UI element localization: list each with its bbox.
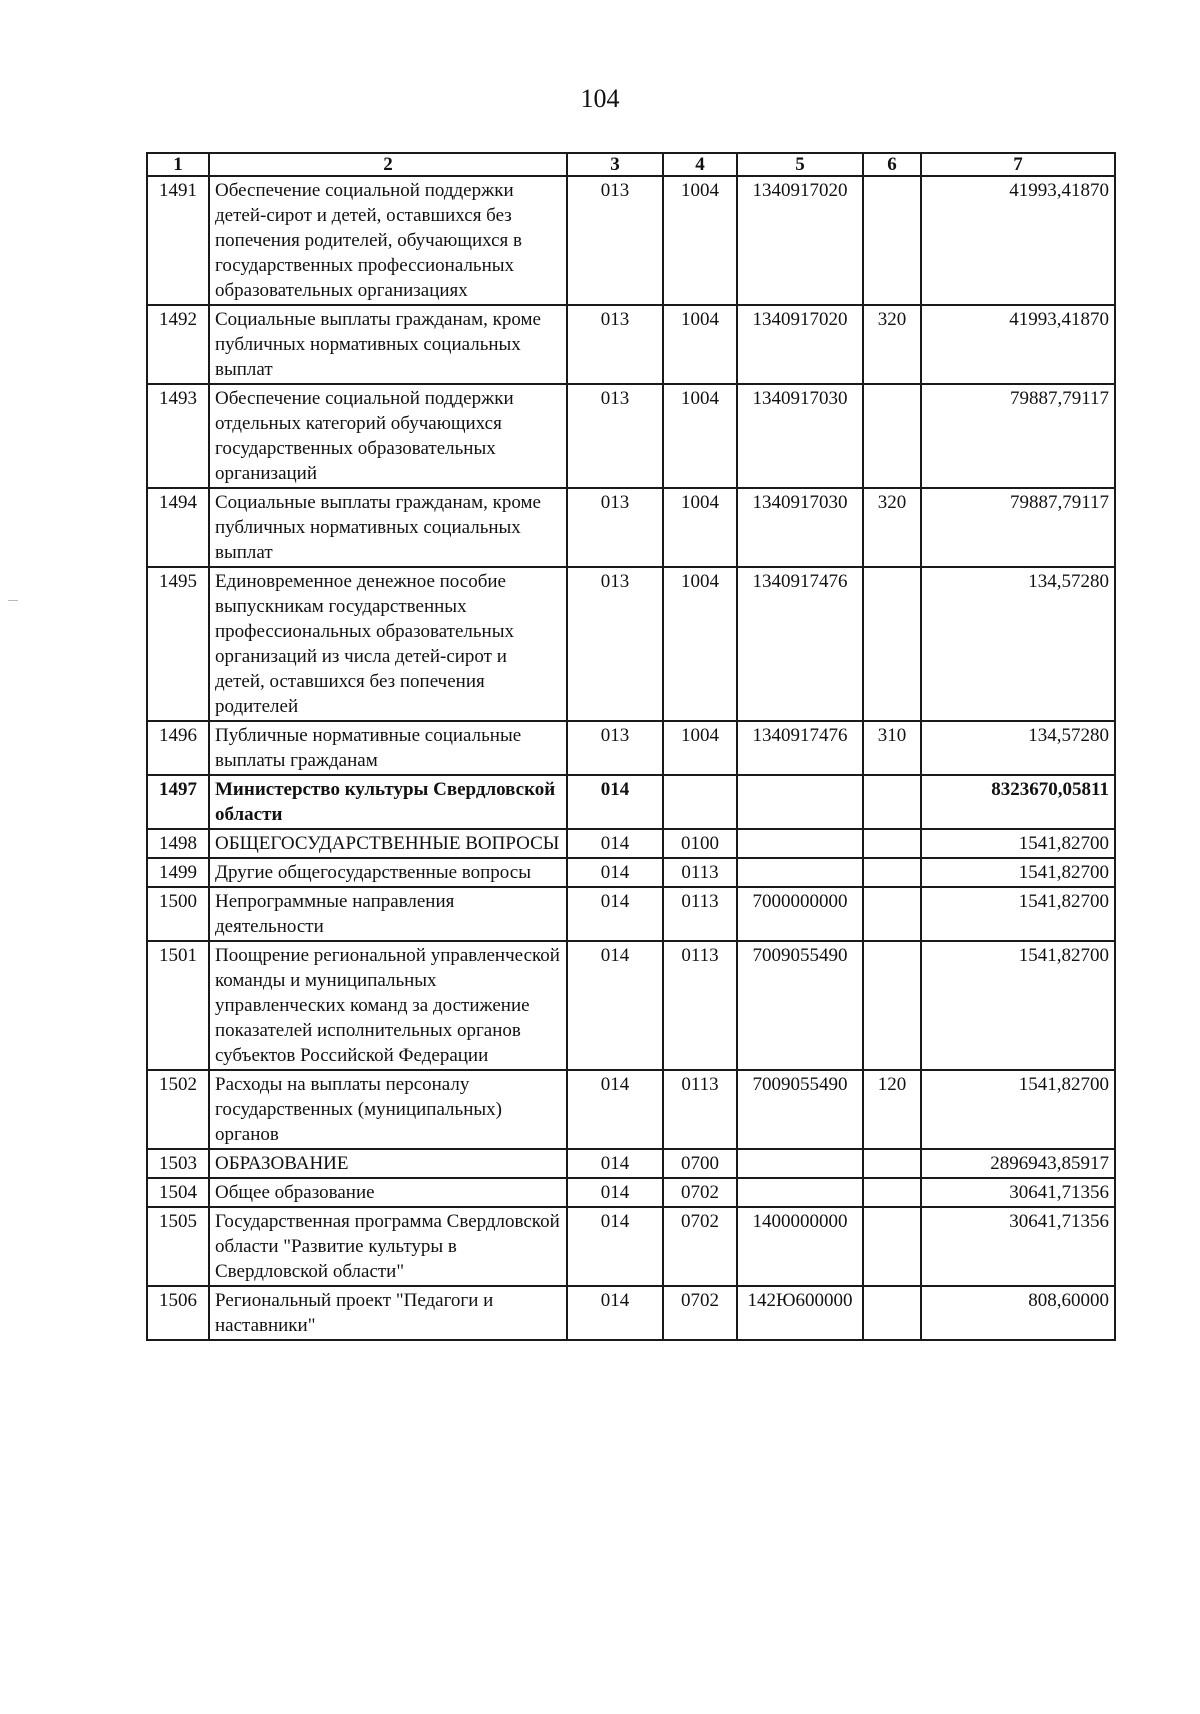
section-code-cell: 0700 bbox=[663, 1149, 737, 1178]
item-name-cell: Министерство культуры Свердловской области bbox=[209, 775, 567, 829]
item-name-cell: Государственная программа Свердловской области "Развитие культуры в Свердловской области" bbox=[209, 1207, 567, 1286]
ministry-code-cell: 013 bbox=[567, 721, 663, 775]
row-number-cell: 1493 bbox=[147, 384, 209, 488]
target-article-cell: 1340917030 bbox=[737, 488, 863, 567]
item-name-cell: Обеспечение социальной поддержки детей-сирот и детей, оставшихся без попечения родителей, обучающихся в государственных профессиональных образовательных организациях bbox=[209, 176, 567, 305]
target-article-cell: 1340917030 bbox=[737, 384, 863, 488]
row-number-cell: 1494 bbox=[147, 488, 209, 567]
amount-cell: 808,60000 bbox=[921, 1286, 1115, 1340]
table-row bbox=[147, 1178, 1115, 1207]
row-number-cell: 1492 bbox=[147, 305, 209, 384]
item-name-cell: ОБЩЕГОСУДАРСТВЕННЫЕ ВОПРОСЫ bbox=[209, 829, 567, 858]
amount-cell: 1541,82700 bbox=[921, 858, 1115, 887]
table-row bbox=[147, 305, 1115, 384]
expense-type-cell bbox=[863, 887, 921, 941]
ministry-code-cell: 014 bbox=[567, 1178, 663, 1207]
table-row bbox=[147, 1070, 1115, 1149]
row-number-cell: 1497 bbox=[147, 775, 209, 829]
table-row bbox=[147, 1207, 1115, 1286]
amount-cell: 1541,82700 bbox=[921, 829, 1115, 858]
target-article-cell bbox=[737, 1178, 863, 1207]
section-code-cell: 1004 bbox=[663, 176, 737, 305]
header-cell: 2 bbox=[209, 153, 567, 176]
section-code-cell: 0113 bbox=[663, 887, 737, 941]
target-article-cell: 1340917020 bbox=[737, 176, 863, 305]
row-number-cell: 1500 bbox=[147, 887, 209, 941]
item-name-cell: Поощрение региональной управленческой команды и муниципальных управленческих команд за достижение показателей исполнительных органов субъектов Российской Федерации bbox=[209, 941, 567, 1070]
table-row bbox=[147, 721, 1115, 775]
expense-type-cell bbox=[863, 1207, 921, 1286]
target-article-cell: 1400000000 bbox=[737, 1207, 863, 1286]
table-row bbox=[147, 1286, 1115, 1340]
target-article-cell: 7009055490 bbox=[737, 941, 863, 1070]
row-number-cell: 1505 bbox=[147, 1207, 209, 1286]
section-code-cell: 1004 bbox=[663, 567, 737, 721]
expense-type-cell bbox=[863, 1149, 921, 1178]
page-number: 104 bbox=[580, 84, 620, 113]
table-row bbox=[147, 941, 1115, 1070]
expense-type-cell bbox=[863, 941, 921, 1070]
amount-cell: 30641,71356 bbox=[921, 1178, 1115, 1207]
row-number-cell: 1499 bbox=[147, 858, 209, 887]
ministry-code-cell: 014 bbox=[567, 887, 663, 941]
ministry-code-cell: 014 bbox=[567, 1207, 663, 1286]
amount-cell: 1541,82700 bbox=[921, 1070, 1115, 1149]
header-cell: 1 bbox=[147, 153, 209, 176]
expense-type-cell: 320 bbox=[863, 305, 921, 384]
target-article-cell: 7000000000 bbox=[737, 887, 863, 941]
expense-type-cell bbox=[863, 384, 921, 488]
row-number-cell: 1506 bbox=[147, 1286, 209, 1340]
amount-cell: 1541,82700 bbox=[921, 887, 1115, 941]
ministry-code-cell: 014 bbox=[567, 858, 663, 887]
item-name-cell: Непрограммные направления деятельности bbox=[209, 887, 567, 941]
target-article-cell: 7009055490 bbox=[737, 1070, 863, 1149]
expense-type-cell bbox=[863, 1286, 921, 1340]
amount-cell: 8323670,05811 bbox=[921, 775, 1115, 829]
amount-cell: 30641,71356 bbox=[921, 1207, 1115, 1286]
expense-type-cell bbox=[863, 829, 921, 858]
header-cell: 7 bbox=[921, 153, 1115, 176]
row-number-cell: 1498 bbox=[147, 829, 209, 858]
item-name-cell: Единовременное денежное пособие выпускникам государственных профессиональных образовательных организаций из числа детей-сирот и детей, оставшихся без попечения родителей bbox=[209, 567, 567, 721]
amount-cell: 79887,79117 bbox=[921, 384, 1115, 488]
amount-cell: 2896943,85917 bbox=[921, 1149, 1115, 1178]
expense-type-cell bbox=[863, 775, 921, 829]
budget-table bbox=[146, 152, 1116, 1341]
ministry-code-cell: 014 bbox=[567, 829, 663, 858]
section-code-cell: 0702 bbox=[663, 1207, 737, 1286]
table-row bbox=[147, 384, 1115, 488]
section-code-cell: 1004 bbox=[663, 721, 737, 775]
expense-type-cell bbox=[863, 567, 921, 721]
expense-type-cell bbox=[863, 176, 921, 305]
ministry-code-cell: 013 bbox=[567, 567, 663, 721]
row-number-cell: 1496 bbox=[147, 721, 209, 775]
ministry-code-cell: 013 bbox=[567, 488, 663, 567]
amount-cell: 134,57280 bbox=[921, 721, 1115, 775]
section-code-cell: 0113 bbox=[663, 858, 737, 887]
expense-type-cell bbox=[863, 858, 921, 887]
target-article-cell bbox=[737, 858, 863, 887]
expense-type-cell: 120 bbox=[863, 1070, 921, 1149]
table-row bbox=[147, 887, 1115, 941]
section-code-cell: 1004 bbox=[663, 384, 737, 488]
ministry-code-cell: 013 bbox=[567, 384, 663, 488]
table-body bbox=[147, 176, 1115, 1340]
section-code-cell: 0113 bbox=[663, 1070, 737, 1149]
ministry-code-cell: 013 bbox=[567, 305, 663, 384]
header-cell: 3 bbox=[567, 153, 663, 176]
item-name-cell: Социальные выплаты гражданам, кроме публичных нормативных социальных выплат bbox=[209, 305, 567, 384]
section-code-cell: 0702 bbox=[663, 1286, 737, 1340]
table-row bbox=[147, 176, 1115, 305]
table-row bbox=[147, 775, 1115, 829]
scan-artifact bbox=[8, 600, 18, 601]
target-article-cell: 1340917476 bbox=[737, 721, 863, 775]
item-name-cell: ОБРАЗОВАНИЕ bbox=[209, 1149, 567, 1178]
section-code-cell: 1004 bbox=[663, 305, 737, 384]
amount-cell: 41993,41870 bbox=[921, 305, 1115, 384]
table-row bbox=[147, 567, 1115, 721]
row-number-cell: 1503 bbox=[147, 1149, 209, 1178]
section-code-cell: 1004 bbox=[663, 488, 737, 567]
target-article-cell bbox=[737, 1149, 863, 1178]
header-cell: 5 bbox=[737, 153, 863, 176]
ministry-code-cell: 014 bbox=[567, 775, 663, 829]
ministry-code-cell: 014 bbox=[567, 1149, 663, 1178]
amount-cell: 134,57280 bbox=[921, 567, 1115, 721]
ministry-code-cell: 014 bbox=[567, 1286, 663, 1340]
item-name-cell: Другие общегосударственные вопросы bbox=[209, 858, 567, 887]
target-article-cell: 1340917020 bbox=[737, 305, 863, 384]
expense-type-cell: 320 bbox=[863, 488, 921, 567]
section-code-cell: 0100 bbox=[663, 829, 737, 858]
section-code-cell: 0702 bbox=[663, 1178, 737, 1207]
row-number-cell: 1502 bbox=[147, 1070, 209, 1149]
table-row bbox=[147, 1149, 1115, 1178]
row-number-cell: 1504 bbox=[147, 1178, 209, 1207]
section-code-cell bbox=[663, 775, 737, 829]
section-code-cell: 0113 bbox=[663, 941, 737, 1070]
expense-type-cell: 310 bbox=[863, 721, 921, 775]
table-row bbox=[147, 858, 1115, 887]
ministry-code-cell: 014 bbox=[567, 941, 663, 1070]
amount-cell: 41993,41870 bbox=[921, 176, 1115, 305]
item-name-cell: Обеспечение социальной поддержки отдельных категорий обучающихся государственных образовательных организаций bbox=[209, 384, 567, 488]
target-article-cell bbox=[737, 775, 863, 829]
item-name-cell: Расходы на выплаты персоналу государственных (муниципальных) органов bbox=[209, 1070, 567, 1149]
table-row bbox=[147, 829, 1115, 858]
item-name-cell: Региональный проект "Педагоги и наставники" bbox=[209, 1286, 567, 1340]
amount-cell: 79887,79117 bbox=[921, 488, 1115, 567]
row-number-cell: 1491 bbox=[147, 176, 209, 305]
table-row bbox=[147, 488, 1115, 567]
table-header-row bbox=[147, 153, 1115, 176]
ministry-code-cell: 013 bbox=[567, 176, 663, 305]
row-number-cell: 1495 bbox=[147, 567, 209, 721]
item-name-cell: Общее образование bbox=[209, 1178, 567, 1207]
target-article-cell: 1340917476 bbox=[737, 567, 863, 721]
expense-type-cell bbox=[863, 1178, 921, 1207]
item-name-cell: Социальные выплаты гражданам, кроме публичных нормативных социальных выплат bbox=[209, 488, 567, 567]
row-number-cell: 1501 bbox=[147, 941, 209, 1070]
amount-cell: 1541,82700 bbox=[921, 941, 1115, 1070]
target-article-cell bbox=[737, 829, 863, 858]
item-name-cell: Публичные нормативные социальные выплаты гражданам bbox=[209, 721, 567, 775]
ministry-code-cell: 014 bbox=[567, 1070, 663, 1149]
header-cell: 6 bbox=[863, 153, 921, 176]
header-cell: 4 bbox=[663, 153, 737, 176]
target-article-cell: 142Ю600000 bbox=[737, 1286, 863, 1340]
